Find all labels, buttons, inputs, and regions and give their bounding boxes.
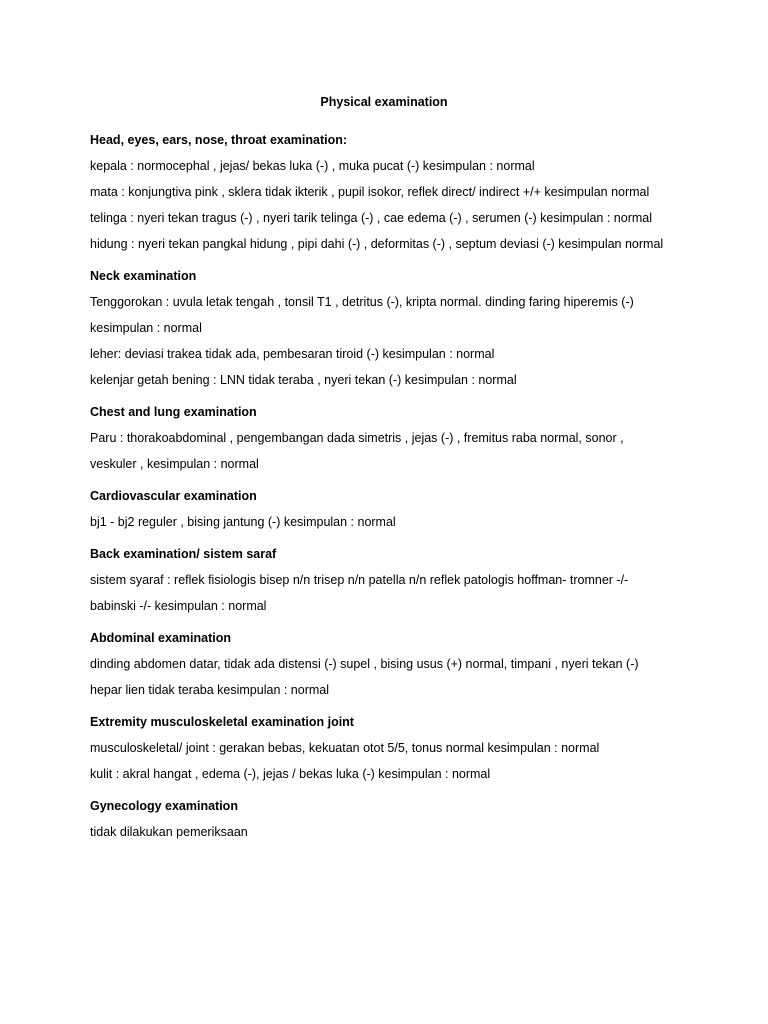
section-heading: Head, eyes, ears, nose, throat examination:	[90, 133, 348, 147]
section-text-line: kelenjar getah bening : LNN tidak teraba , nyeri tekan (-) kesimpulan : normal	[90, 373, 517, 387]
section-text-line: babinski -/- kesimpulan : normal	[90, 599, 267, 613]
exam-section	[90, 545, 730, 615]
section-text-line: leher: deviasi trakea tidak ada, pembesaran tiroid (-) kesimpulan : normal	[90, 347, 495, 361]
exam-section	[90, 797, 730, 841]
section-heading: Gynecology examination	[90, 799, 238, 813]
section-text-line: hidung : nyeri tekan pangkal hidung , pipi dahi (-) , deformitas (-) , septum deviasi (-) kesimpulan normal	[90, 237, 664, 251]
exam-section	[90, 487, 730, 531]
exam-section	[90, 403, 730, 473]
section-text-line: kulit : akral hangat , edema (-), jejas / bekas luka (-) kesimpulan : normal	[90, 767, 491, 781]
section-text-line: musculoskeletal/ joint : gerakan bebas, kekuatan otot 5/5, tonus normal kesimpulan : normal	[90, 741, 600, 755]
section-heading: Abdominal examination	[90, 631, 231, 645]
exam-section	[90, 629, 730, 699]
document-body	[90, 131, 730, 855]
section-text-line: veskuler , kesimpulan : normal	[90, 457, 259, 471]
section-text-line: Paru : thorakoabdominal , pengembangan dada simetris , jejas (-) , fremitus raba normal, sonor ,	[90, 431, 624, 445]
section-text-line: kepala : normocephal , jejas/ bekas luka (-) , muka pucat (-) kesimpulan : normal	[90, 159, 535, 173]
section-heading: Chest and lung examination	[90, 405, 257, 419]
section-heading: Cardiovascular examination	[90, 489, 257, 503]
section-heading: Neck examination	[90, 269, 197, 283]
section-text-line: telinga : nyeri tekan tragus (-) , nyeri tarik telinga (-) , cae edema (-) , serumen (-) kesimpulan : normal	[90, 211, 653, 225]
section-text-line: mata : konjungtiva pink , sklera tidak ikterik , pupil isokor, reflek direct/ indirect +/+ kesimpulan normal	[90, 185, 650, 199]
section-text-line: Tenggorokan : uvula letak tengah , tonsil T1 , detritus (-), kripta normal. dinding faring hiperemis (-)	[90, 295, 634, 309]
section-heading: Extremity musculoskeletal examination joint	[90, 715, 354, 729]
exam-section	[90, 713, 730, 783]
section-text-line: kesimpulan : normal	[90, 321, 202, 335]
section-text-line: sistem syaraf : reflek fisiologis bisep n/n trisep n/n patella n/n reflek patologis hoffman- tromner -/-	[90, 573, 629, 587]
exam-section	[90, 267, 730, 389]
section-text-line: bj1 - bj2 reguler , bising jantung (-) kesimpulan : normal	[90, 515, 396, 529]
exam-section	[90, 131, 730, 253]
document-title: Physical examination	[320, 95, 448, 109]
section-text-line: tidak dilakukan pemeriksaan	[90, 825, 248, 839]
section-heading: Back examination/ sistem saraf	[90, 547, 277, 561]
section-text-line: dinding abdomen datar, tidak ada distensi (-) supel , bising usus (+) normal, timpani , nyeri tekan (-)	[90, 657, 639, 671]
section-text-line: hepar lien tidak teraba kesimpulan : normal	[90, 683, 330, 697]
